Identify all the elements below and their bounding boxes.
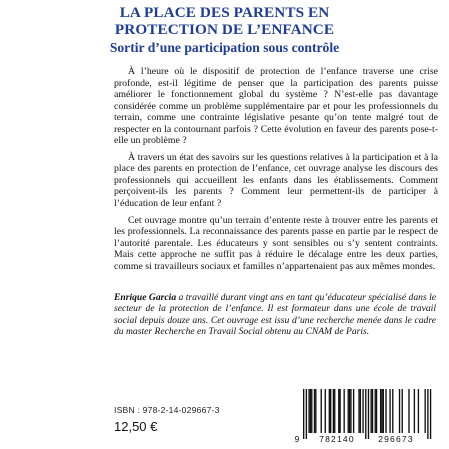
author-bio [114, 292, 436, 337]
barcode-bar [339, 389, 340, 433]
blurb [114, 66, 438, 277]
barcode-digits-right: 296673 [378, 434, 414, 444]
barcode-bar [418, 389, 419, 433]
barcode-bar [358, 389, 359, 433]
barcode-bar [306, 389, 307, 439]
author-bio-text: a travaillé durant vingt ans en tant qu’éducateur spécialisé dans le secteur de la protection de l’enfance. Il est formateur dans une école de travail social depuis douze ans. Cet ouvrage est issu d’une recherche menée dans le cadre du master Recherche en Travail Social obtenu au CNAM de Paris. [114, 292, 437, 337]
barcode-bar [399, 389, 400, 433]
barcode-bar [414, 389, 415, 433]
barcode-bar [315, 389, 316, 433]
blurb-paragraph-1: À l’heure où le dispositif de protection de l’enfance traverse une crise profonde, est-il légitime de penser que la participation des parents puisse améliorer le fonctionnement global du système ? N’est-elle pas davantage considérée comme un problème supplémentaire par et pour les professionnels du terrain, comme une contrainte législative pesante qu’on tente malgré tout de respecter en la contournant parfois ? Cette évolution en faveur des parents pose-t-elle un problème ? [114, 66, 438, 147]
barcode [292, 385, 440, 445]
barcode-digits-left: 782140 [319, 434, 355, 444]
barcode-bars [303, 389, 431, 439]
barcode-bar [368, 389, 369, 439]
barcode-bar [344, 389, 345, 433]
barcode-bar [365, 389, 366, 439]
price-label: 12,50 € [114, 419, 158, 434]
barcode-bar [383, 389, 384, 433]
barcode-bar [338, 389, 339, 433]
barcode-bar [385, 389, 386, 433]
barcode-bar [350, 389, 351, 433]
barcode-bar [371, 389, 372, 433]
barcode-bar [333, 389, 334, 433]
barcode-bar [372, 389, 373, 433]
barcode-bar [349, 389, 350, 433]
barcode-bar [376, 389, 377, 433]
barcode-bar [402, 389, 403, 433]
book-title-line-2: PROTECTION DE L’ENFANCE [114, 21, 335, 38]
barcode-bar [325, 389, 326, 433]
barcode-bar [314, 389, 315, 433]
barcode-bar [362, 389, 363, 433]
barcode-bar [311, 389, 312, 433]
barcode-bar [334, 389, 335, 433]
barcode-bar [430, 389, 431, 439]
barcode-bar [360, 389, 361, 433]
barcode-bar [389, 389, 390, 433]
barcode-bar [427, 389, 428, 439]
book-subtitle: Sortir d’une participation sous contrôle [109, 40, 340, 55]
barcode-graphic [292, 385, 440, 445]
barcode-bar [392, 389, 393, 433]
barcode-bar [310, 389, 311, 433]
barcode-bar [330, 389, 331, 433]
barcode-digit-first: 9 [294, 434, 300, 444]
barcode-bar [348, 389, 349, 433]
barcode-bar [425, 389, 426, 433]
barcode-bar [308, 389, 309, 433]
barcode-bar [380, 389, 381, 433]
blurb-paragraph-3: Cet ouvrage montre qu’un terrain d’entente reste à trouver entre les parents et les professionnels. La reconnaissance des parents passe en partie par le respect de l’autorité parentale. Les éducateurs y sont sensibles ou s’y sentent contraints. Mais cette approche ne suffit pas à réduire le décalage entre les deux parties, comme si travailleurs sociaux et familles n’appartenaient pas aux mêmes mondes. [114, 214, 438, 272]
barcode-bar [321, 389, 322, 433]
barcode-bar [353, 389, 354, 433]
book-title-line-1: LA PLACE DES PARENTS EN [119, 4, 330, 21]
barcode-bar [303, 389, 304, 439]
blurb-paragraph-2: À travers un état des savoirs sur les questions relatives à la participation et à la place des parents en protection de l’enfance, cet ouvrage analyse les discours des professionnels qui accueillent les enfants dans les établissements. Comment perçoivent-ils les parents ? Comment leur permettent-ils de participer à l’éducation de leur enfant ? [114, 151, 438, 210]
author-name: Enrique Garcia [114, 292, 177, 303]
barcode-bar [408, 389, 409, 433]
barcode-bar [381, 389, 382, 433]
barcode-bar [375, 389, 376, 433]
barcode-bar [329, 389, 330, 433]
isbn-label: ISBN : 978-2-14-029667-3 [114, 405, 220, 415]
book-title [0, 4, 449, 38]
